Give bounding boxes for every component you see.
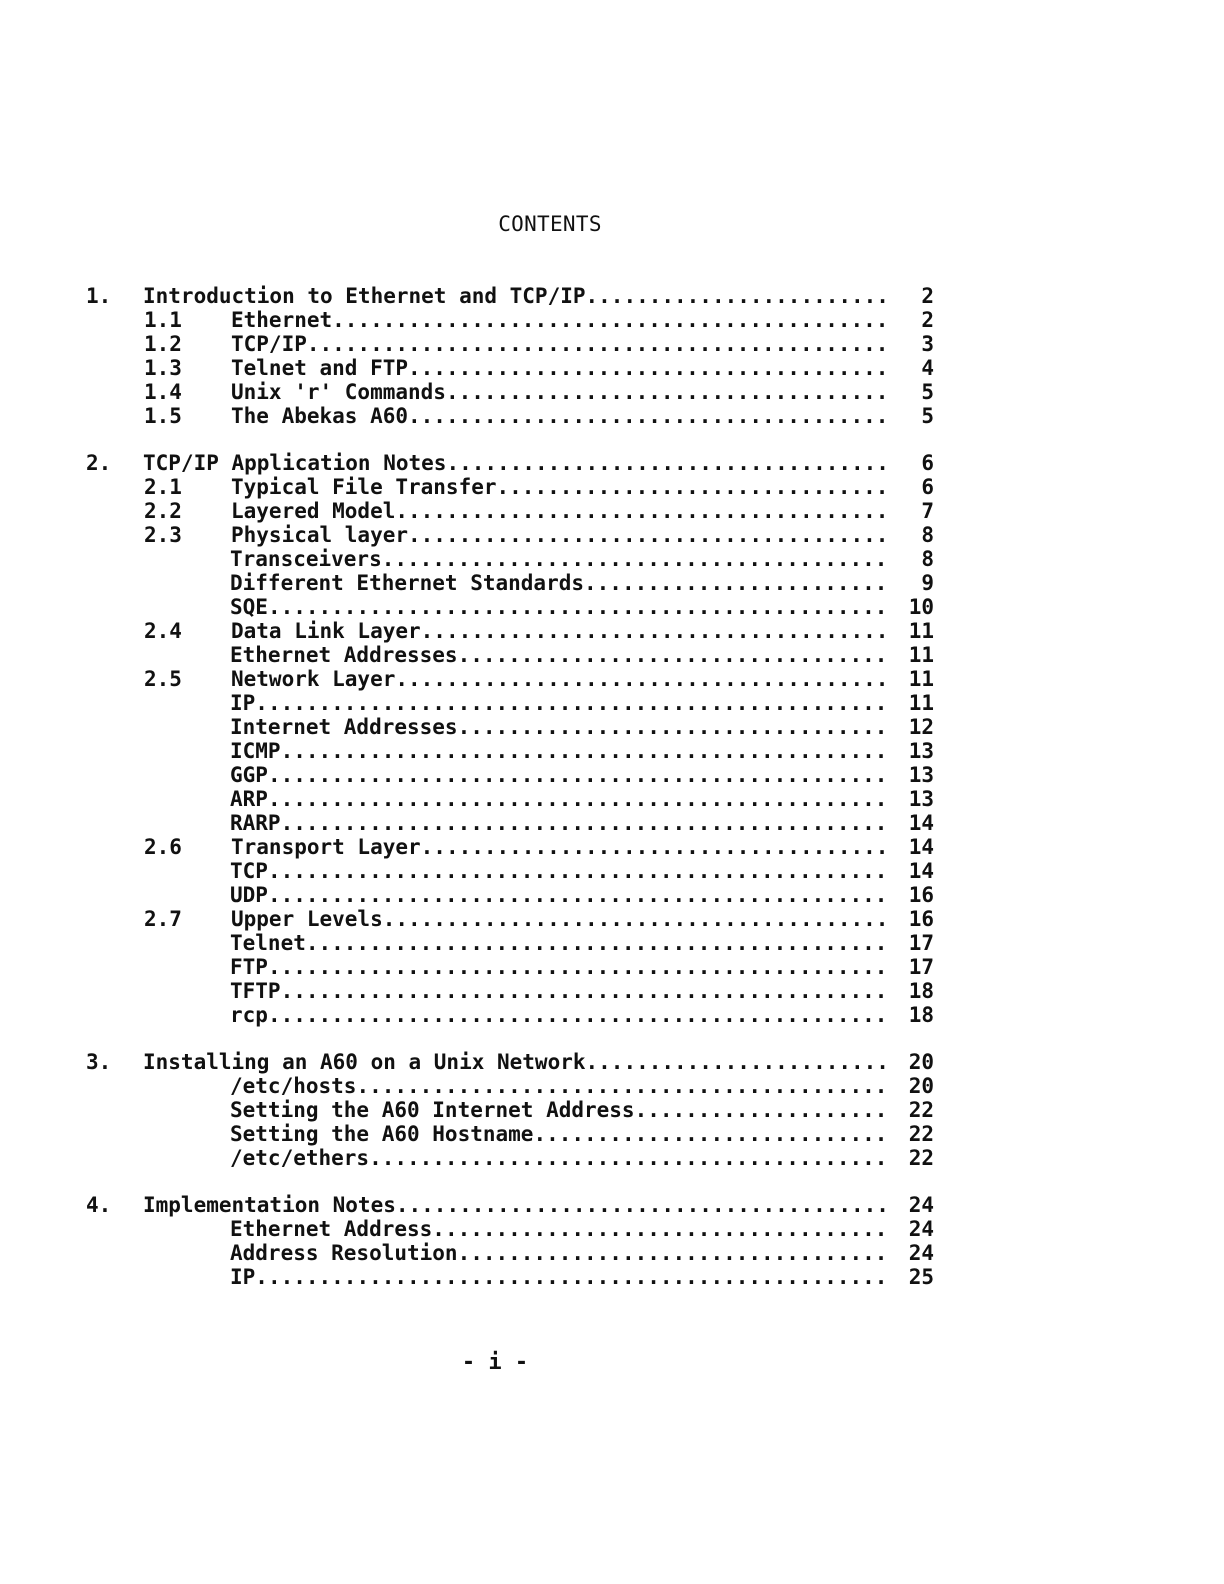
dot-leader [255, 1265, 886, 1289]
toc-entry-number: 1. [86, 284, 112, 308]
toc-entry-label: Transceivers [230, 547, 382, 571]
toc-entry-page: 22 [908, 1146, 934, 1170]
toc-entry-title [230, 1146, 886, 1170]
dot-leader [396, 1193, 886, 1217]
toc-subsection-entry [0, 595, 1224, 619]
toc-entry-title [230, 1265, 886, 1289]
toc-entry-label: TCP [230, 859, 268, 883]
toc-entry-page: 24 [908, 1217, 934, 1241]
dot-leader [268, 955, 886, 979]
toc-entry-title [230, 715, 886, 739]
toc-entry-label: Transport Layer [231, 835, 421, 859]
toc-section-entry [0, 332, 1224, 356]
toc-entry-title [230, 1074, 886, 1098]
toc-section-entry [0, 619, 1224, 643]
toc-entry-label: Unix 'r' Commands [231, 380, 446, 404]
dot-leader [281, 739, 886, 763]
toc-entry-label: Network Layer [231, 667, 396, 691]
toc-section-entry [0, 667, 1224, 691]
dot-leader [281, 811, 886, 835]
dot-leader [356, 1074, 886, 1098]
toc-entry-title [231, 356, 886, 380]
toc-subsection-entry [0, 931, 1224, 955]
dot-leader [458, 643, 886, 667]
toc-subsection-entry [0, 1241, 1224, 1265]
toc-entry-label: Telnet and FTP [231, 356, 409, 380]
toc-subsection-entry [0, 979, 1224, 1003]
dot-leader [497, 475, 886, 499]
toc-entry-page: 11 [908, 667, 934, 691]
toc-entry-page: 4 [921, 356, 934, 380]
toc-entry-page: 17 [908, 955, 934, 979]
toc-subsection-entry [0, 1074, 1224, 1098]
toc-entry-number: 2. [86, 451, 112, 475]
toc-entry-title [230, 571, 886, 595]
toc-entry-label: rcp [230, 1003, 268, 1027]
toc-subsection-entry [0, 691, 1224, 715]
toc-subsection-entry [0, 811, 1224, 835]
dot-leader [432, 1217, 886, 1241]
toc-subsection-entry [0, 1122, 1224, 1146]
toc-subsection-entry [0, 1265, 1224, 1289]
toc-section-entry [0, 907, 1224, 931]
toc-entry-number: 1.2 [144, 332, 182, 356]
toc-entry-label: Telnet [230, 931, 306, 955]
toc-subsection-entry [0, 547, 1224, 571]
toc-entry-label: /etc/ethers [230, 1146, 370, 1170]
dot-leader [421, 835, 886, 859]
toc-entry-page: 6 [921, 475, 934, 499]
toc-entry-label: Ethernet Address [230, 1217, 433, 1241]
toc-entry-title [230, 643, 886, 667]
toc-subsection-entry [0, 883, 1224, 907]
toc-entry-label: ICMP [230, 739, 281, 763]
toc-entry-title [231, 475, 886, 499]
dot-leader [369, 1146, 886, 1170]
toc-entry-page: 5 [921, 380, 934, 404]
toc-entry-page: 3 [921, 332, 934, 356]
toc-entry-page: 24 [908, 1241, 934, 1265]
dot-leader [408, 404, 886, 428]
toc-chapter-entry [0, 1050, 1224, 1074]
toc-entry-title [231, 332, 886, 356]
toc-entry-label: UDP [230, 883, 268, 907]
toc-entry-title [230, 1003, 886, 1027]
toc-entry-number: 2.7 [144, 907, 182, 931]
toc-entry-label: Typical File Transfer [231, 475, 497, 499]
toc-entry-title [231, 380, 886, 404]
toc-section-entry [0, 356, 1224, 380]
table-of-contents [0, 284, 1224, 1289]
toc-entry-number: 2.5 [144, 667, 182, 691]
toc-entry-title [230, 547, 886, 571]
toc-entry-label: IP [230, 1265, 256, 1289]
toc-chapter-entry [0, 451, 1224, 475]
toc-entry-page: 2 [921, 284, 934, 308]
dot-leader [533, 1122, 886, 1146]
dot-leader [268, 1003, 886, 1027]
toc-entry-label: Ethernet [231, 308, 333, 332]
toc-entry-page: 17 [908, 931, 934, 955]
toc-entry-title [230, 739, 886, 763]
dot-leader [268, 787, 886, 811]
toc-entry-page: 8 [921, 523, 934, 547]
toc-entry-page: 18 [908, 1003, 934, 1027]
toc-section-entry [0, 523, 1224, 547]
toc-entry-title [231, 907, 886, 931]
toc-section-entry [0, 308, 1224, 332]
toc-entry-page: 5 [921, 404, 934, 428]
toc-entry-label: Setting the A60 Hostname [230, 1122, 534, 1146]
toc-entry-title [231, 619, 886, 643]
toc-entry-label: Upper Levels [231, 907, 383, 931]
toc-entry-number: 2.6 [144, 835, 182, 859]
toc-entry-page: 20 [908, 1074, 934, 1098]
toc-entry-page: 6 [921, 451, 934, 475]
toc-entry-page: 11 [908, 691, 934, 715]
toc-entry-number: 1.1 [144, 308, 182, 332]
toc-entry-title [230, 787, 886, 811]
toc-entry-label: The Abekas A60 [231, 404, 409, 428]
toc-entry-title [231, 667, 886, 691]
toc-entry-title [230, 979, 886, 1003]
toc-entry-page: 20 [908, 1050, 934, 1074]
toc-entry-label: Implementation Notes [143, 1193, 396, 1217]
toc-entry-page: 11 [908, 643, 934, 667]
toc-entry-number: 3. [86, 1050, 112, 1074]
toc-entry-label: Different Ethernet Standards [230, 571, 585, 595]
toc-entry-title [230, 931, 886, 955]
dot-leader [268, 883, 886, 907]
toc-entry-number: 2.3 [144, 523, 182, 547]
toc-entry-page: 8 [921, 547, 934, 571]
toc-entry-title [230, 1098, 886, 1122]
toc-entry-title [230, 763, 886, 787]
dot-leader [421, 619, 886, 643]
toc-entry-title [143, 451, 886, 475]
toc-subsection-entry [0, 1146, 1224, 1170]
page-number: - i - [461, 1350, 529, 1375]
toc-entry-page: 14 [908, 811, 934, 835]
dot-leader [281, 979, 886, 1003]
toc-subsection-entry [0, 955, 1224, 979]
dot-leader [383, 907, 886, 931]
toc-entry-label: ARP [230, 787, 268, 811]
toc-entry-title [231, 404, 886, 428]
page-title: CONTENTS [498, 212, 602, 236]
dot-leader [395, 667, 886, 691]
toc-entry-number: 4. [86, 1193, 112, 1217]
toc-chapter-entry [0, 1193, 1224, 1217]
dot-leader [408, 523, 886, 547]
dot-leader [306, 931, 886, 955]
toc-entry-number: 1.4 [144, 380, 182, 404]
toc-entry-label: SQE [230, 595, 268, 619]
toc-entry-label: TCP/IP [231, 332, 307, 356]
toc-entry-label: /etc/hosts [230, 1074, 357, 1098]
toc-entry-label: Introduction to Ethernet and TCP/IP [143, 284, 586, 308]
toc-entry-title [143, 1193, 886, 1217]
toc-entry-title [230, 691, 886, 715]
toc-entry-page: 2 [921, 308, 934, 332]
toc-entry-number: 2.1 [144, 475, 182, 499]
toc-chapter-entry [0, 284, 1224, 308]
dot-leader [307, 332, 886, 356]
toc-entry-label: RARP [230, 811, 281, 835]
toc-entry-title [143, 1050, 886, 1074]
dot-leader [586, 1050, 886, 1074]
toc-entry-title [231, 308, 886, 332]
dot-leader [586, 284, 886, 308]
toc-entry-label: Ethernet Addresses [230, 643, 458, 667]
toc-entry-number: 2.2 [144, 499, 182, 523]
toc-entry-page: 7 [921, 499, 934, 523]
toc-entry-page: 14 [908, 859, 934, 883]
dot-leader [268, 763, 886, 787]
dot-leader [268, 859, 886, 883]
toc-entry-page: 25 [908, 1265, 934, 1289]
toc-entry-title [230, 859, 886, 883]
toc-entry-page: 13 [908, 763, 934, 787]
toc-subsection-entry [0, 715, 1224, 739]
toc-entry-number: 1.3 [144, 356, 182, 380]
toc-entry-title [231, 835, 886, 859]
toc-entry-label: Setting the A60 Internet Address [230, 1098, 635, 1122]
toc-entry-label: TCP/IP Application Notes [143, 451, 447, 475]
toc-entry-title [230, 1217, 886, 1241]
dot-leader [446, 451, 886, 475]
toc-entry-title [230, 811, 886, 835]
toc-entry-page: 9 [921, 571, 934, 595]
toc-entry-page: 16 [908, 883, 934, 907]
toc-entry-label: Installing an A60 on a Unix Network [143, 1050, 586, 1074]
toc-entry-title [231, 499, 886, 523]
toc-entry-title [230, 883, 886, 907]
toc-entry-number: 1.5 [144, 404, 182, 428]
dot-leader [458, 715, 886, 739]
toc-subsection-entry [0, 1098, 1224, 1122]
toc-entry-page: 10 [908, 595, 934, 619]
toc-entry-label: Internet Addresses [230, 715, 458, 739]
toc-entry-number: 2.4 [144, 619, 182, 643]
toc-entry-page: 24 [908, 1193, 934, 1217]
dot-leader [446, 380, 886, 404]
toc-subsection-entry [0, 1003, 1224, 1027]
toc-subsection-entry [0, 1217, 1224, 1241]
toc-subsection-entry [0, 859, 1224, 883]
toc-section-entry [0, 475, 1224, 499]
toc-entry-page: 22 [908, 1098, 934, 1122]
toc-entry-title [230, 595, 886, 619]
toc-section-entry [0, 835, 1224, 859]
dot-leader [332, 308, 886, 332]
toc-section-entry [0, 404, 1224, 428]
toc-entry-page: 11 [908, 619, 934, 643]
toc-entry-page: 18 [908, 979, 934, 1003]
toc-subsection-entry [0, 787, 1224, 811]
toc-entry-label: TFTP [230, 979, 281, 1003]
dot-leader [458, 1241, 886, 1265]
toc-entry-title [230, 1241, 886, 1265]
toc-subsection-entry [0, 643, 1224, 667]
toc-entry-title [231, 523, 886, 547]
toc-entry-label: FTP [230, 955, 268, 979]
dot-leader [395, 499, 886, 523]
toc-section-entry [0, 380, 1224, 404]
dot-leader [268, 595, 886, 619]
dot-leader [584, 571, 886, 595]
toc-entry-label: Data Link Layer [231, 619, 421, 643]
toc-subsection-entry [0, 739, 1224, 763]
dot-leader [635, 1098, 886, 1122]
toc-entry-label: Physical layer [231, 523, 409, 547]
toc-entry-page: 13 [908, 739, 934, 763]
toc-entry-page: 14 [908, 835, 934, 859]
toc-section-entry [0, 499, 1224, 523]
toc-subsection-entry [0, 571, 1224, 595]
dot-leader [382, 547, 886, 571]
toc-entry-label: IP [230, 691, 256, 715]
toc-entry-page: 16 [908, 907, 934, 931]
toc-entry-title [230, 955, 886, 979]
toc-entry-title [143, 284, 886, 308]
toc-entry-label: Layered Model [231, 499, 396, 523]
toc-entry-page: 12 [908, 715, 934, 739]
toc-entry-page: 22 [908, 1122, 934, 1146]
toc-entry-page: 13 [908, 787, 934, 811]
toc-entry-label: Address Resolution [230, 1241, 458, 1265]
dot-leader [408, 356, 886, 380]
toc-subsection-entry [0, 763, 1224, 787]
toc-entry-title [230, 1122, 886, 1146]
toc-entry-label: GGP [230, 763, 268, 787]
dot-leader [255, 691, 886, 715]
